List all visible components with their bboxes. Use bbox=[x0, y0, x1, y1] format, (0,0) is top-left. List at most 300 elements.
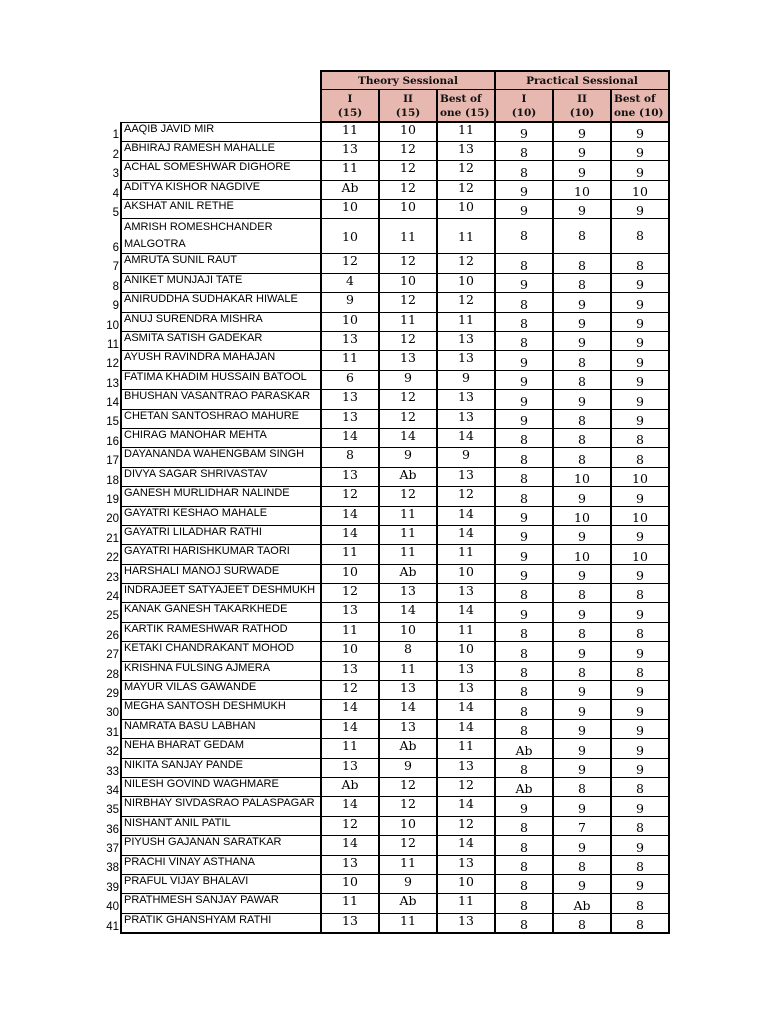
table-row bbox=[101, 874, 669, 893]
practical-best-mark: 9 bbox=[611, 390, 669, 409]
table-row bbox=[101, 913, 669, 932]
theory-i-mark: 13 bbox=[321, 332, 379, 351]
row-number: 4 bbox=[112, 187, 119, 200]
theory-i-mark: 14 bbox=[321, 525, 379, 544]
practical-ii-mark: 8 bbox=[553, 448, 611, 467]
theory-best-mark: 12 bbox=[437, 180, 495, 199]
student-name: DIVYA SAGAR SHRIVASTAV bbox=[121, 467, 321, 486]
student-name: KANAK GANESH TAKARKHEDE bbox=[121, 603, 321, 622]
practical-best-mark: 10 bbox=[611, 180, 669, 199]
theory-ii-mark: 9 bbox=[379, 874, 437, 893]
practical-i-mark: 8 bbox=[495, 719, 553, 738]
table-row bbox=[101, 370, 669, 389]
table-row bbox=[101, 700, 669, 719]
theory-best-mark: 13 bbox=[437, 584, 495, 603]
theory-best-mark: 14 bbox=[437, 506, 495, 525]
theory-best-mark: 14 bbox=[437, 603, 495, 622]
row-number: 21 bbox=[106, 532, 119, 545]
student-name: CHIRAG MANOHAR MEHTA bbox=[121, 428, 321, 447]
practical-ii-mark: 9 bbox=[553, 564, 611, 583]
theory-best-mark: 12 bbox=[437, 293, 495, 312]
practical-best-mark: 8 bbox=[611, 448, 669, 467]
theory-i-mark: 14 bbox=[321, 797, 379, 816]
theory-ii-mark: 14 bbox=[379, 700, 437, 719]
student-name: KRISHNA FULSING AJMERA bbox=[121, 661, 321, 680]
theory-i-mark: 13 bbox=[321, 758, 379, 777]
practical-i-mark: 8 bbox=[495, 913, 553, 932]
row-number: 35 bbox=[106, 804, 119, 817]
table-row bbox=[101, 661, 669, 680]
row-number: 7 bbox=[112, 261, 119, 274]
theory-i-mark: 13 bbox=[321, 913, 379, 932]
row-number: 1 bbox=[112, 129, 119, 142]
table-row bbox=[101, 642, 669, 661]
theory-ii-mark: 9 bbox=[379, 448, 437, 467]
table-row bbox=[101, 739, 669, 758]
table-row bbox=[101, 545, 669, 564]
student-name: PRACHI VINAY ASTHANA bbox=[121, 855, 321, 874]
student-name: ABHIRAJ RAMESH MAHALLE bbox=[121, 141, 321, 160]
table-row bbox=[101, 200, 669, 219]
theory-best-mark: 14 bbox=[437, 719, 495, 738]
row-number: 33 bbox=[106, 765, 119, 778]
theory-ii-mark: 11 bbox=[379, 661, 437, 680]
theory-ii-mark: 11 bbox=[379, 913, 437, 932]
practical-ii-mark: Ab bbox=[553, 894, 611, 913]
theory-ii-mark: 13 bbox=[379, 681, 437, 700]
theory-best-mark: 13 bbox=[437, 913, 495, 932]
practical-ii-mark: 9 bbox=[553, 293, 611, 312]
row-number: 30 bbox=[106, 707, 119, 720]
marks-table bbox=[101, 70, 670, 934]
practical-best-mark: 9 bbox=[611, 141, 669, 160]
practical-ii-mark: 8 bbox=[553, 409, 611, 428]
practical-ii-mark: 7 bbox=[553, 816, 611, 835]
row-number: 3 bbox=[112, 168, 119, 181]
practical-ii-mark: 8 bbox=[553, 370, 611, 389]
theory-i-mark: 10 bbox=[321, 874, 379, 893]
practical-best-mark: 9 bbox=[611, 603, 669, 622]
row-number: 22 bbox=[106, 552, 119, 565]
practical-ii-mark: 8 bbox=[553, 219, 611, 254]
practical-i-mark: 9 bbox=[495, 390, 553, 409]
practical-i-mark: 8 bbox=[495, 874, 553, 893]
practical-ii-mark: 9 bbox=[553, 719, 611, 738]
theory-i-mark: 13 bbox=[321, 467, 379, 486]
student-name: ADITYA KISHOR NAGDIVE bbox=[121, 180, 321, 199]
theory-ii-mark: 8 bbox=[379, 642, 437, 661]
row-number: 27 bbox=[106, 649, 119, 662]
practical-best-mark: 8 bbox=[611, 913, 669, 932]
student-name: AMRUTA SUNIL RAUT bbox=[121, 254, 321, 273]
practical-i-mark: 8 bbox=[495, 293, 553, 312]
practical-best-mark: 8 bbox=[611, 855, 669, 874]
table-row bbox=[101, 293, 669, 312]
table-row bbox=[101, 506, 669, 525]
table-row bbox=[101, 428, 669, 447]
theory-ii-mark: 11 bbox=[379, 312, 437, 331]
practical-i-mark: 8 bbox=[495, 855, 553, 874]
practical-best-mark: 9 bbox=[611, 122, 669, 141]
row-number: 28 bbox=[106, 668, 119, 681]
theory-best-mark: 13 bbox=[437, 351, 495, 370]
theory-i-mark: Ab bbox=[321, 180, 379, 199]
theory-i-mark: 13 bbox=[321, 409, 379, 428]
table-row bbox=[101, 855, 669, 874]
student-name: PRAFUL VIJAY BHALAVI bbox=[121, 874, 321, 893]
theory-ii-mark: 12 bbox=[379, 797, 437, 816]
table-row bbox=[101, 797, 669, 816]
row-number: 2 bbox=[112, 148, 119, 161]
theory-i-mark: 14 bbox=[321, 719, 379, 738]
table-row bbox=[101, 584, 669, 603]
theory-best-mark: 13 bbox=[437, 855, 495, 874]
practical-best-mark: 8 bbox=[611, 428, 669, 447]
table-row bbox=[101, 141, 669, 160]
practical-best-mark: 9 bbox=[611, 370, 669, 389]
row-number: 37 bbox=[106, 843, 119, 856]
practical-ii-mark: 9 bbox=[553, 758, 611, 777]
practical-i-mark: 9 bbox=[495, 273, 553, 292]
practical-ii-mark: 9 bbox=[553, 700, 611, 719]
row-number: 10 bbox=[106, 319, 119, 332]
theory-ii-mark: 13 bbox=[379, 351, 437, 370]
theory-ii-mark: 12 bbox=[379, 180, 437, 199]
table-row bbox=[101, 312, 669, 331]
practical-i-mark: 8 bbox=[495, 681, 553, 700]
theory-best-mark: 11 bbox=[437, 894, 495, 913]
practical-ii-mark: 9 bbox=[553, 161, 611, 180]
theory-ii-mark: 10 bbox=[379, 122, 437, 141]
practical-ii-mark: 8 bbox=[553, 584, 611, 603]
theory-i-mark: 11 bbox=[321, 351, 379, 370]
theory-best-mark: 14 bbox=[437, 836, 495, 855]
practical-i-mark: 8 bbox=[495, 487, 553, 506]
theory-i-mark: 10 bbox=[321, 200, 379, 219]
theory-i-mark: 4 bbox=[321, 273, 379, 292]
theory-ii-mark: 10 bbox=[379, 200, 437, 219]
theory-i-mark: 13 bbox=[321, 141, 379, 160]
theory-best-mark: 12 bbox=[437, 161, 495, 180]
theory-i-mark: 10 bbox=[321, 312, 379, 331]
theory-ii-mark: 12 bbox=[379, 254, 437, 273]
practical-i-mark: 8 bbox=[495, 448, 553, 467]
student-name: KARTIK RAMESHWAR RATHOD bbox=[121, 622, 321, 641]
table-row bbox=[101, 273, 669, 292]
practical-ii-mark: 8 bbox=[553, 661, 611, 680]
practical-best-mark: 9 bbox=[611, 564, 669, 583]
theory-ii-mark: 9 bbox=[379, 370, 437, 389]
practical-best-mark: 9 bbox=[611, 700, 669, 719]
student-name: NISHANT ANIL PATIL bbox=[121, 816, 321, 835]
theory-ii-mark: 10 bbox=[379, 622, 437, 641]
row-number: 13 bbox=[106, 377, 119, 390]
table-row bbox=[101, 622, 669, 641]
practical-best-mark: 8 bbox=[611, 584, 669, 603]
theory-best-mark: 11 bbox=[437, 122, 495, 141]
practical-i-mark: 9 bbox=[495, 122, 553, 141]
practical-best-mark: 9 bbox=[611, 293, 669, 312]
practical-ii-mark: 8 bbox=[553, 622, 611, 641]
practical-best-mark: 9 bbox=[611, 525, 669, 544]
practical-best-mark: 9 bbox=[611, 681, 669, 700]
row-number: 26 bbox=[106, 629, 119, 642]
student-name: PIYUSH GAJANAN SARATKAR bbox=[121, 836, 321, 855]
table-row bbox=[101, 467, 669, 486]
row-number: 11 bbox=[107, 338, 119, 351]
practical-best-mark: 9 bbox=[611, 719, 669, 738]
practical-best-mark: 9 bbox=[611, 874, 669, 893]
practical-i-mark: 8 bbox=[495, 219, 553, 254]
theory-ii-mark: 13 bbox=[379, 719, 437, 738]
student-name: MAYUR VILAS GAWANDE bbox=[121, 681, 321, 700]
theory-i-mark: 12 bbox=[321, 681, 379, 700]
practical-ii-mark: 9 bbox=[553, 487, 611, 506]
practical-i-mark: 9 bbox=[495, 506, 553, 525]
theory-i-mark: 13 bbox=[321, 855, 379, 874]
practical-ii-mark: 9 bbox=[553, 141, 611, 160]
practical-best-mark: 9 bbox=[611, 739, 669, 758]
theory-i-mark: 14 bbox=[321, 428, 379, 447]
table-row bbox=[101, 564, 669, 583]
practical-ii-mark: 8 bbox=[553, 254, 611, 273]
student-name: GANESH MURLIDHAR NALINDE bbox=[121, 487, 321, 506]
theory-ii-header: II (15) bbox=[379, 90, 437, 123]
practical-i-mark: 8 bbox=[495, 661, 553, 680]
row-number: 16 bbox=[106, 435, 119, 448]
practical-i-mark: Ab bbox=[495, 778, 553, 797]
theory-best-mark: 13 bbox=[437, 758, 495, 777]
theory-i-mark: 10 bbox=[321, 642, 379, 661]
theory-ii-mark: Ab bbox=[379, 739, 437, 758]
practical-i-mark: 8 bbox=[495, 467, 553, 486]
practical-i-mark: 8 bbox=[495, 622, 553, 641]
theory-ii-mark: 12 bbox=[379, 141, 437, 160]
table-row bbox=[101, 219, 669, 254]
theory-i-mark: Ab bbox=[321, 778, 379, 797]
student-name: INDRAJEET SATYAJEET DESHMUKH bbox=[121, 584, 321, 603]
practical-best-mark: 8 bbox=[611, 661, 669, 680]
theory-best-mark: 10 bbox=[437, 564, 495, 583]
theory-best-mark: 9 bbox=[437, 370, 495, 389]
row-number: 14 bbox=[106, 397, 119, 410]
practical-i-mark: 8 bbox=[495, 836, 553, 855]
theory-i-mark: 6 bbox=[321, 370, 379, 389]
student-name: AYUSH RAVINDRA MAHAJAN bbox=[121, 351, 321, 370]
theory-ii-mark: 14 bbox=[379, 603, 437, 622]
practical-i-mark: 8 bbox=[495, 816, 553, 835]
practical-best-mark: 8 bbox=[611, 894, 669, 913]
practical-sessional-header: Practical Sessional bbox=[495, 71, 669, 90]
theory-i-mark: 13 bbox=[321, 603, 379, 622]
theory-ii-mark: 11 bbox=[379, 506, 437, 525]
student-name: ACHAL SOMESHWAR DIGHORE bbox=[121, 161, 321, 180]
row-number: 9 bbox=[112, 300, 119, 313]
theory-best-mark: 11 bbox=[437, 739, 495, 758]
student-name: DAYANANDA WAHENGBAM SINGH bbox=[121, 448, 321, 467]
theory-i-mark: 14 bbox=[321, 836, 379, 855]
practical-ii-header: II (10) bbox=[553, 90, 611, 123]
student-name: ANIKET MUNJAJI TATE bbox=[121, 273, 321, 292]
theory-best-mark: 9 bbox=[437, 448, 495, 467]
row-number: 29 bbox=[106, 687, 119, 700]
student-name: GAYATRI KESHAO MAHALE bbox=[121, 506, 321, 525]
practical-i-mark: Ab bbox=[495, 739, 553, 758]
practical-ii-mark: 9 bbox=[553, 312, 611, 331]
row-number: 15 bbox=[106, 416, 119, 429]
practical-i-mark: 8 bbox=[495, 332, 553, 351]
student-name: ANIRUDDHA SUDHAKAR HIWALE bbox=[121, 293, 321, 312]
practical-ii-mark: 9 bbox=[553, 122, 611, 141]
theory-i-mark: 9 bbox=[321, 293, 379, 312]
practical-i-mark: 8 bbox=[495, 894, 553, 913]
theory-best-mark: 13 bbox=[437, 467, 495, 486]
practical-i-mark: 9 bbox=[495, 797, 553, 816]
theory-i-mark: 10 bbox=[321, 219, 379, 254]
row-number: 31 bbox=[106, 726, 119, 739]
student-rows bbox=[101, 122, 669, 933]
practical-best-header: Best of one (10) bbox=[611, 90, 669, 123]
practical-best-mark: 9 bbox=[611, 409, 669, 428]
practical-i-mark: 9 bbox=[495, 351, 553, 370]
theory-best-mark: 11 bbox=[437, 219, 495, 254]
practical-best-mark: 9 bbox=[611, 332, 669, 351]
theory-i-mark: 11 bbox=[321, 622, 379, 641]
student-name: GAYATRI HARISHKUMAR TAORI bbox=[121, 545, 321, 564]
theory-best-mark: 11 bbox=[437, 545, 495, 564]
theory-i-mark: 11 bbox=[321, 894, 379, 913]
theory-best-mark: 12 bbox=[437, 816, 495, 835]
theory-best-mark: 14 bbox=[437, 525, 495, 544]
row-number: 41 bbox=[106, 920, 119, 933]
theory-best-mark: 13 bbox=[437, 661, 495, 680]
theory-i-mark: 11 bbox=[321, 161, 379, 180]
practical-ii-mark: 9 bbox=[553, 525, 611, 544]
theory-best-mark: 13 bbox=[437, 141, 495, 160]
practical-best-mark: 9 bbox=[611, 758, 669, 777]
practical-ii-mark: 9 bbox=[553, 332, 611, 351]
practical-best-mark: 8 bbox=[611, 254, 669, 273]
practical-i-mark: 9 bbox=[495, 200, 553, 219]
student-name: AAQIB JAVID MIR bbox=[121, 122, 321, 141]
practical-i-mark: 9 bbox=[495, 545, 553, 564]
theory-ii-mark: 12 bbox=[379, 390, 437, 409]
practical-i-mark: 8 bbox=[495, 254, 553, 273]
theory-i-mark: 12 bbox=[321, 487, 379, 506]
table-row bbox=[101, 525, 669, 544]
theory-ii-mark: 12 bbox=[379, 332, 437, 351]
theory-best-mark: 13 bbox=[437, 409, 495, 428]
table-row bbox=[101, 351, 669, 370]
student-name: ASMITA SATISH GADEKAR bbox=[121, 332, 321, 351]
practical-best-mark: 10 bbox=[611, 506, 669, 525]
theory-best-mark: 12 bbox=[437, 254, 495, 273]
practical-ii-mark: 10 bbox=[553, 467, 611, 486]
student-name: NIRBHAY SIVDASRAO PALASPAGAR bbox=[121, 797, 321, 816]
row-number: 19 bbox=[106, 494, 119, 507]
theory-best-mark: 11 bbox=[437, 622, 495, 641]
theory-best-mark: 14 bbox=[437, 428, 495, 447]
theory-best-mark: 12 bbox=[437, 487, 495, 506]
practical-ii-mark: 9 bbox=[553, 836, 611, 855]
theory-ii-mark: Ab bbox=[379, 467, 437, 486]
practical-ii-mark: 10 bbox=[553, 545, 611, 564]
practical-best-mark: 9 bbox=[611, 312, 669, 331]
theory-ii-mark: 12 bbox=[379, 409, 437, 428]
theory-best-header: Best of one (15) bbox=[437, 90, 495, 123]
practical-best-mark: 9 bbox=[611, 351, 669, 370]
table-row bbox=[101, 778, 669, 797]
theory-ii-mark: 13 bbox=[379, 584, 437, 603]
row-number: 39 bbox=[106, 881, 119, 894]
practical-i-mark: 8 bbox=[495, 758, 553, 777]
practical-ii-mark: 9 bbox=[553, 874, 611, 893]
practical-best-mark: 9 bbox=[611, 836, 669, 855]
group-header-row bbox=[101, 71, 669, 90]
practical-i-mark: 8 bbox=[495, 642, 553, 661]
table-row bbox=[101, 448, 669, 467]
row-number: 36 bbox=[106, 823, 119, 836]
practical-ii-mark: 8 bbox=[553, 913, 611, 932]
practical-i-mark: 8 bbox=[495, 141, 553, 160]
theory-best-mark: 13 bbox=[437, 332, 495, 351]
column-header-row bbox=[101, 90, 669, 123]
student-name: NAMRATA BASU LABHAN bbox=[121, 719, 321, 738]
practical-i-mark: 8 bbox=[495, 700, 553, 719]
table-row bbox=[101, 681, 669, 700]
theory-ii-mark: 9 bbox=[379, 758, 437, 777]
practical-ii-mark: 9 bbox=[553, 642, 611, 661]
marks-sheet bbox=[101, 70, 670, 934]
theory-ii-mark: 10 bbox=[379, 816, 437, 835]
theory-i-mark: 14 bbox=[321, 506, 379, 525]
practical-best-mark: 9 bbox=[611, 273, 669, 292]
theory-ii-mark: 12 bbox=[379, 778, 437, 797]
table-row bbox=[101, 332, 669, 351]
theory-i-mark: 12 bbox=[321, 254, 379, 273]
theory-best-mark: 10 bbox=[437, 642, 495, 661]
practical-best-mark: 9 bbox=[611, 487, 669, 506]
theory-ii-mark: 11 bbox=[379, 855, 437, 874]
practical-ii-mark: 8 bbox=[553, 428, 611, 447]
table-row bbox=[101, 122, 669, 141]
theory-i-mark: 11 bbox=[321, 739, 379, 758]
practical-i-mark: 9 bbox=[495, 180, 553, 199]
row-number: 40 bbox=[106, 901, 119, 914]
student-name: HARSHALI MANOJ SURWADE bbox=[121, 564, 321, 583]
theory-ii-mark: 11 bbox=[379, 219, 437, 254]
practical-best-mark: 8 bbox=[611, 622, 669, 641]
student-name: FATIMA KHADIM HUSSAIN BATOOL bbox=[121, 370, 321, 389]
student-name: NIKITA SANJAY PANDE bbox=[121, 758, 321, 777]
theory-best-mark: 14 bbox=[437, 700, 495, 719]
practical-ii-mark: 9 bbox=[553, 200, 611, 219]
practical-best-mark: 8 bbox=[611, 816, 669, 835]
practical-best-mark: 9 bbox=[611, 200, 669, 219]
row-number: 24 bbox=[106, 590, 119, 603]
student-name: AMRISH ROMESHCHANDER MALGOTRA bbox=[121, 219, 321, 254]
student-name: ANUJ SURENDRA MISHRA bbox=[121, 312, 321, 331]
row-number: 18 bbox=[106, 474, 119, 487]
table-row bbox=[101, 603, 669, 622]
row-number: 23 bbox=[106, 571, 119, 584]
table-row bbox=[101, 758, 669, 777]
theory-i-mark: 10 bbox=[321, 564, 379, 583]
practical-ii-mark: 8 bbox=[553, 351, 611, 370]
student-name: KETAKI CHANDRAKANT MOHOD bbox=[121, 642, 321, 661]
theory-ii-mark: 12 bbox=[379, 487, 437, 506]
table-row bbox=[101, 161, 669, 180]
